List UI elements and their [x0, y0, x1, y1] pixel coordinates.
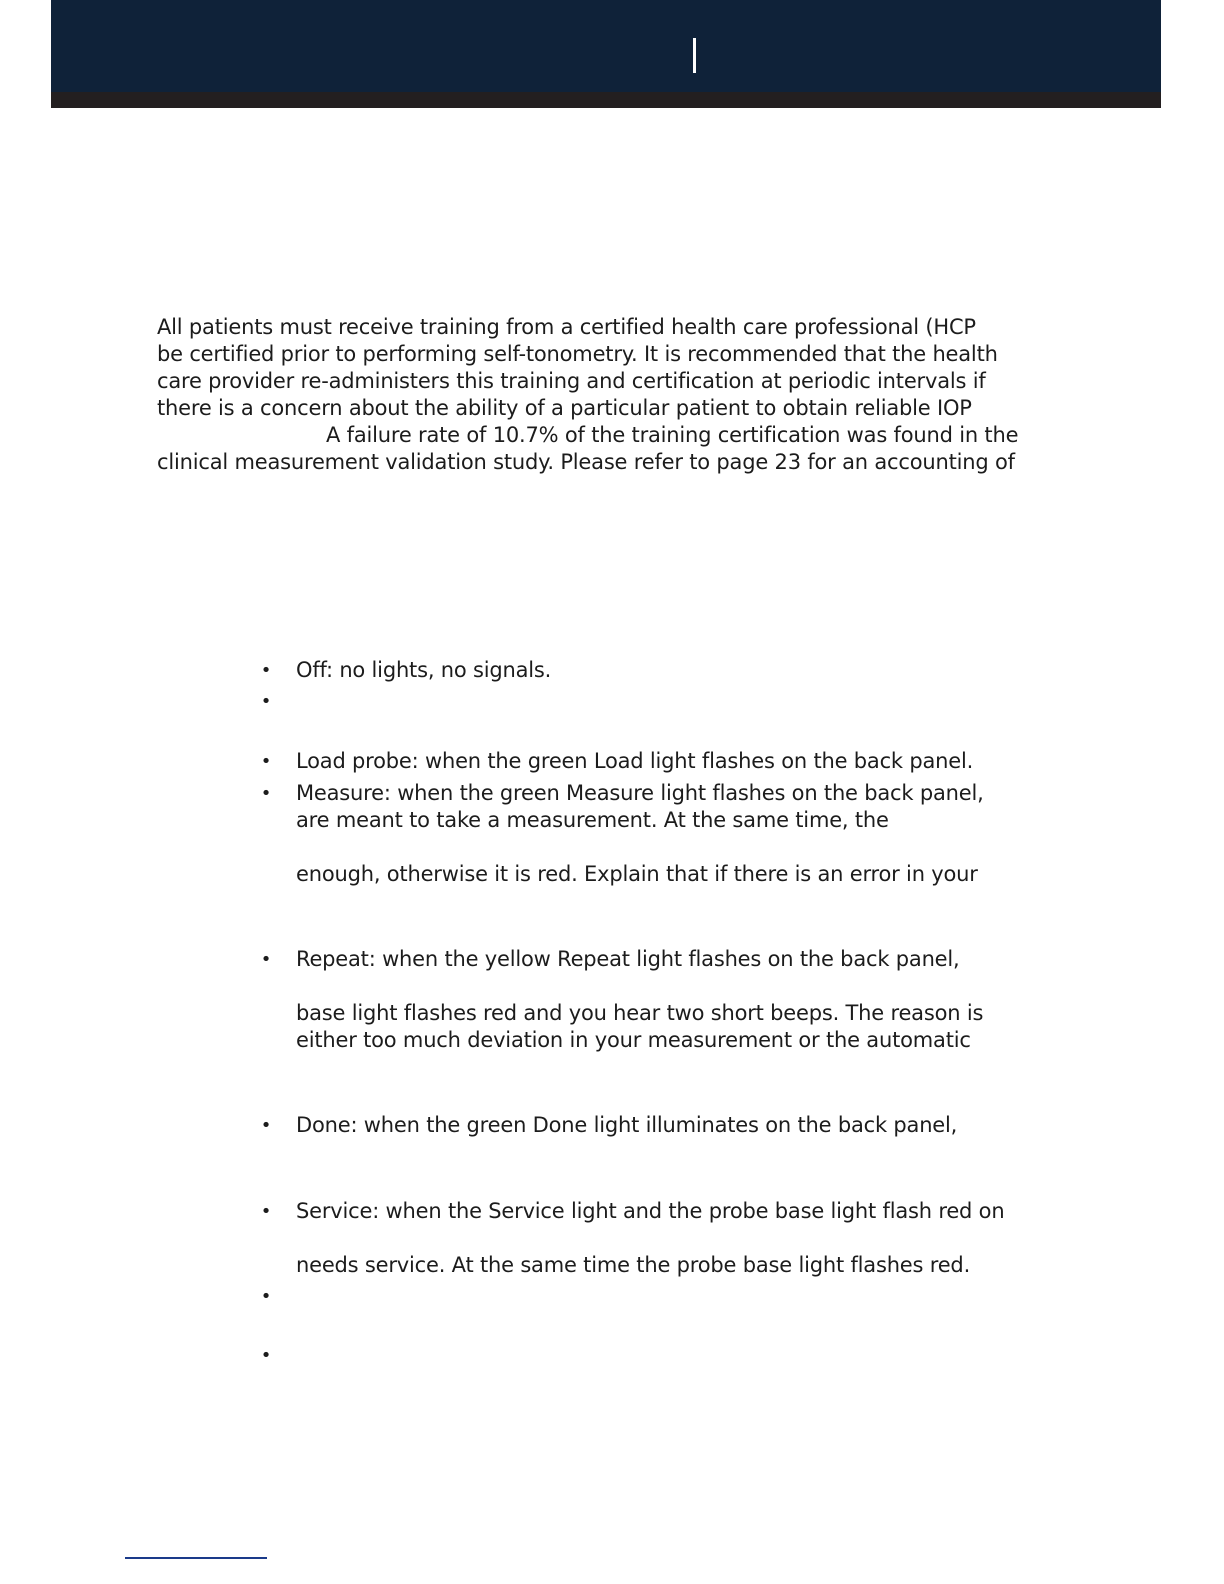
intro-line: All patients must receive training from a certified health care professional (HCP [157, 315, 976, 339]
intro-line: A failure rate of 10.7% of the training certification was found in the [326, 423, 1019, 447]
bullet: • [260, 660, 272, 681]
list-item-repeat-line: either too much deviation in your measurement or the automatic [296, 1028, 971, 1052]
list-item-measure-line: are meant to take a measurement. At the same time, the [296, 808, 889, 832]
list-item-measure: Measure: when the green Measure light flashes on the back panel, [296, 781, 984, 805]
list-item-service: Service: when the Service light and the probe base light flash red on [296, 1199, 1005, 1223]
footnote-rule [125, 1557, 267, 1559]
bullet: • [260, 1115, 272, 1136]
intro-line: care provider re-administers this training and certification at periodic intervals if [157, 369, 986, 393]
list-item-load: Load probe: when the green Load light flashes on the back panel. [296, 749, 974, 773]
intro-line: clinical measurement validation study. Please refer to page 23 for an accounting of [157, 450, 1015, 474]
bullet: • [260, 1345, 272, 1366]
header-divider [693, 38, 696, 73]
intro-line: there is a concern about the ability of a particular patient to obtain reliable IOP [157, 396, 972, 420]
list-item-repeat: Repeat: when the yellow Repeat light flashes on the back panel, [296, 947, 960, 971]
list-item-off: Off: no lights, no signals. [296, 658, 552, 682]
bullet: • [260, 949, 272, 970]
list-item-service-line: needs service. At the same time the probe base light flashes red. [296, 1253, 971, 1277]
list-item-repeat-line: base light flashes red and you hear two short beeps. The reason is [296, 1001, 984, 1025]
header-underbar [51, 92, 1161, 108]
bullet: • [260, 751, 272, 772]
list-item-measure-line: enough, otherwise it is red. Explain that if there is an error in your [296, 862, 978, 886]
bullet: • [260, 1201, 272, 1222]
bullet: • [260, 691, 272, 712]
bullet: • [260, 783, 272, 804]
list-item-done: Done: when the green Done light illuminates on the back panel, [296, 1113, 958, 1137]
header-band [51, 0, 1161, 92]
intro-line: be certified prior to performing self-tonometry. It is recommended that the health [157, 342, 998, 366]
bullet: • [260, 1286, 272, 1307]
